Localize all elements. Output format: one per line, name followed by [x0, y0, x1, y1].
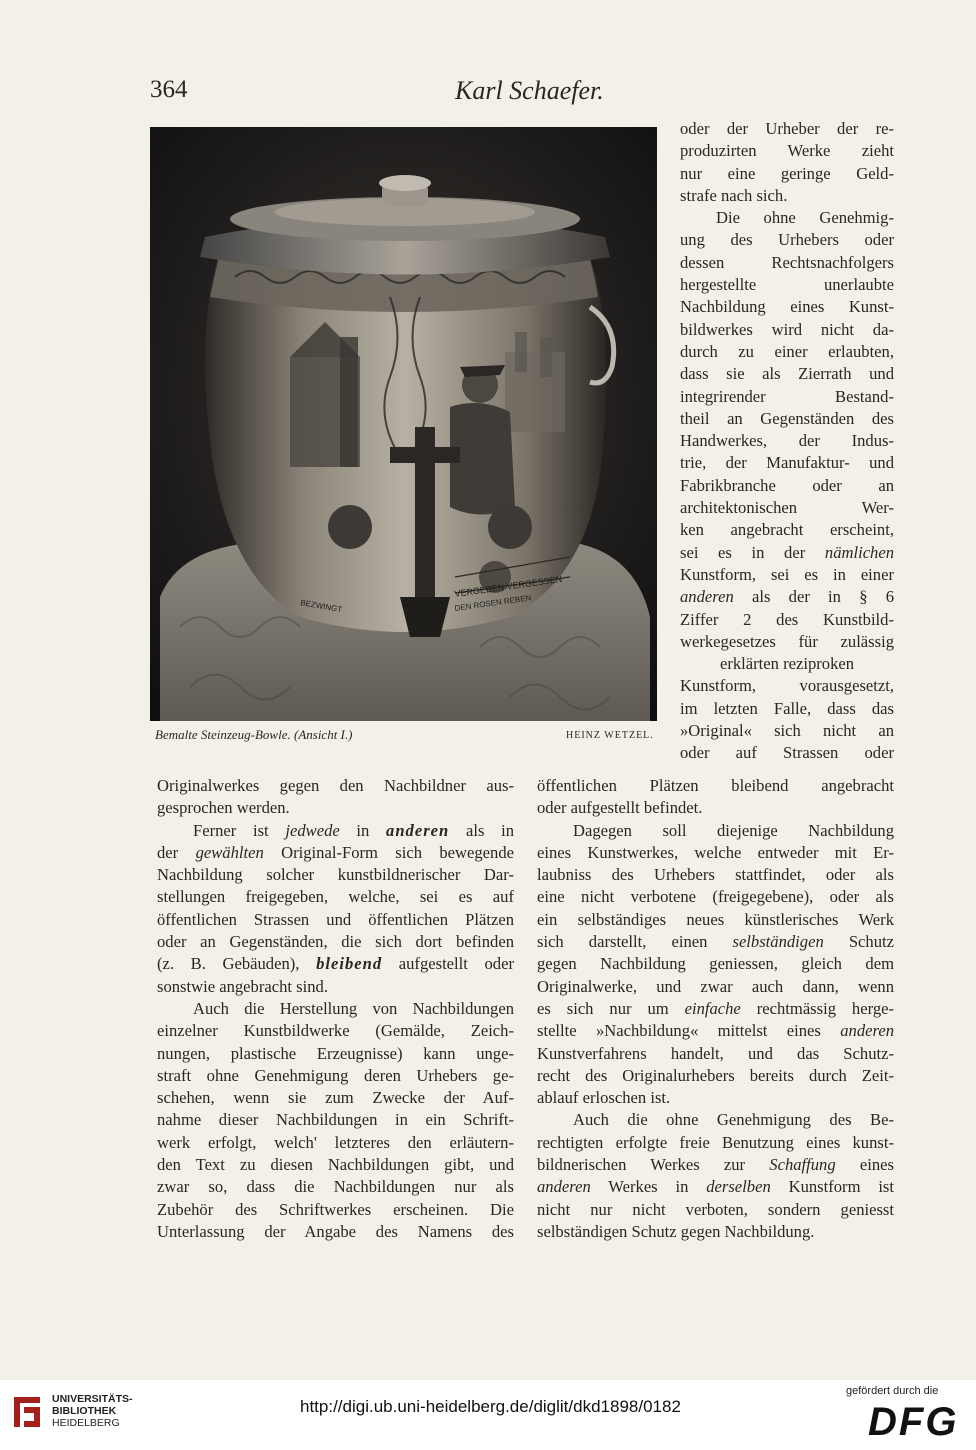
text-line: Originalwerkes gegen den Nachbildner aus- [157, 776, 514, 795]
text-line: den Text zu diesen Nachbildungen gibt, und [157, 1155, 514, 1175]
spaced-emphasis-text: bleibend [316, 954, 383, 974]
text-line: integrirender Bestand- [680, 386, 894, 406]
text-segment: stellte »Nachbildung« mittelst eines [537, 1021, 821, 1041]
text-line: Nachbildung solcher kunstbildnerischer Dar- [157, 865, 514, 885]
text-segment: Kunstform ist [788, 1177, 895, 1197]
text-line: nicht nur nicht verboten, sondern geniesst [537, 1199, 894, 1219]
right-column-bottom [537, 775, 894, 1243]
text-line: nungen, plastische Erzeugnisse) kann unge- [157, 1043, 514, 1063]
text-line: Kunstverfahrens handelt, und das Schutz- [537, 1043, 894, 1063]
text-line: werk erfolgt, welch' letzteres den erläutern- [157, 1132, 514, 1152]
emphasis-text: jedwede [285, 820, 340, 840]
text-line: produzirten Werke zieht [680, 141, 894, 161]
text-line [537, 998, 894, 1020]
dfg-logo: DFG [868, 1400, 959, 1444]
text-line: laubniss des Urhebers stattfindet, oder als [537, 865, 894, 885]
text-line: Ziffer 2 des Kunstbild- [680, 609, 894, 629]
text-line: durch zu einer erlaubten, [680, 341, 894, 361]
figure-caption: Bemalte Steinzeug-Bowle. (Ansicht I.) [155, 727, 353, 742]
bowl-inscription-2: DEN ROSEN REBEN [454, 593, 532, 613]
running-title: Karl Schaefer. [455, 76, 604, 105]
emphasis-text: einfache [684, 998, 741, 1018]
text-line: theil an Gegenständen des [680, 408, 894, 428]
text-line: Fabrikbranche oder an [680, 475, 894, 495]
text-line: stellungen freigegeben, welche, sei es auf [157, 887, 514, 907]
page-number: 364 [150, 76, 188, 103]
text-line: eine nicht verbotene (freigegebene), oder als [537, 887, 894, 907]
text-line [537, 1020, 894, 1042]
text-line: strafe nach sich. [680, 185, 788, 205]
text-line: dessen Rechtsnachfolgers [680, 252, 894, 272]
text-line: Originalwerke, und zwar auch dann, wenn [537, 976, 894, 996]
emphasis-text: anderen [840, 1021, 894, 1041]
permalink-url[interactable]: http://digi.ub.uni-heidelberg.de/diglit/dkd1898/0182 [300, 1397, 681, 1416]
text-line [157, 953, 514, 975]
text-segment: eines [859, 1155, 894, 1175]
text-line [157, 842, 514, 864]
text-segment: als in [465, 820, 514, 840]
text-line [537, 1176, 894, 1198]
figure-artist-credit: HEINZ WETZEL. [566, 730, 654, 741]
right-column-top [680, 118, 894, 765]
left-column [157, 775, 514, 1243]
text-segment: als der in § 6 [752, 587, 895, 607]
bowl-illustration [150, 127, 657, 721]
text-segment: Schutz [848, 932, 894, 952]
text-line: Nachbildung eines Kunst- [680, 297, 894, 317]
text-segment: Werkes in [608, 1177, 689, 1197]
text-line: Auch die Herstellung von Nachbildungen [193, 998, 514, 1018]
text-line: werkegesetzes für zulässig [680, 631, 894, 651]
text-line: ung des Urhebers oder [680, 230, 894, 250]
text-line: Kunstform, vorausgesetzt, [680, 676, 894, 696]
text-line: recht des Originalurhebers bereits durch Zeit- [537, 1065, 894, 1085]
text-segment: sei es in der [680, 542, 806, 562]
text-line [537, 931, 894, 953]
text-line: oder der Urheber der re- [680, 119, 894, 138]
emphasis-text: derselben [706, 1177, 771, 1197]
text-line: gesprochen werden. [157, 798, 290, 818]
text-segment: der [157, 842, 179, 862]
logo-line-1: UNIVERSITÄTS- [52, 1393, 133, 1405]
text-line: rechtigten erfolgte freie Benutzung eines kunst- [537, 1132, 894, 1152]
text-line [680, 542, 894, 564]
text-line: im letzten Falle, dass das [680, 698, 894, 718]
text-segment: Ferner ist [193, 820, 269, 840]
text-line: sonstwie angebracht sind. [157, 976, 328, 996]
text-line: Handwerkes, der Indus- [680, 431, 894, 451]
university-library-logo-text [52, 1393, 133, 1429]
text-line: »Original« sich nicht an [680, 721, 894, 741]
logo-line-3: HEIDELBERG [52, 1417, 120, 1429]
text-line: oder auf Strassen oder [680, 743, 894, 763]
text-line: oder aufgestellt befindet. [537, 798, 703, 818]
text-line: Kunstform, sei es in einer [680, 564, 894, 584]
emphasis-text: anderen [537, 1177, 591, 1197]
text-line: eines Kunstwerkes, welche entweder mit Er- [537, 842, 894, 862]
text-line: Zubehör des Schriftwerkes erscheinen. Die [157, 1199, 514, 1219]
text-line: Auch die ohne Genehmigung des Be- [573, 1110, 894, 1130]
text-line: dass sie als Zierrath und [680, 364, 894, 384]
bowl-inscription-3: BEZWINGT [299, 598, 343, 615]
university-library-logo-icon [10, 1393, 44, 1431]
text-line: trie, der Manufaktur- und [680, 453, 894, 473]
photograph-stoneware-bowl [150, 127, 657, 721]
text-line: öffentlichen Plätzen bleibend angebracht [537, 776, 894, 795]
text-line [680, 586, 894, 608]
spaced-emphasis-text: anderen [386, 820, 450, 840]
text-line: öffentlichen Strassen und öffentlichen Plätzen [157, 909, 514, 929]
emphasis-text: gewählten [195, 842, 264, 862]
text-line: zwar so, dass die Nachbildungen nur als [157, 1177, 514, 1197]
text-line: Unterlassung der Angabe des Namens des [157, 1221, 514, 1241]
logo-line-2: BIBLIOTHEK [52, 1405, 117, 1417]
text-line: Dagegen soll diejenige Nachbildung [573, 820, 894, 840]
funded-by-label: gefördert durch die [846, 1385, 939, 1397]
text-line: selbständigen Schutz gegen Nachbildung. [537, 1221, 815, 1241]
text-line: gegen Nachbildung geniessen, gleich dem [537, 954, 894, 974]
text-line: ein selbständiges neues künstlerisches Werk [537, 909, 894, 929]
text-line: nahme dieser Nachbildungen in ein Schrift- [157, 1110, 514, 1130]
text-segment: aufgestellt oder [398, 954, 514, 974]
text-line: Die ohne Genehmig- [716, 208, 894, 228]
emphasis-text: Schaffung [769, 1155, 836, 1175]
text-segment: es sich nur um [537, 998, 669, 1018]
emphasis-text: nämlichen [824, 542, 895, 562]
text-line [157, 820, 514, 842]
text-line: erklärten reziproken [719, 654, 855, 674]
text-line: bildwerkes wird nicht da- [680, 319, 894, 339]
text-line: ken angebracht erscheint, [680, 520, 894, 540]
text-segment: (z. B. Gebäuden), [157, 954, 300, 974]
text-line: schehen, wenn sie zum Zwecke der Auf- [157, 1088, 514, 1108]
text-line: architektonischen Wer- [680, 498, 894, 518]
text-line: oder an Gegenständen, die sich dort befinden [157, 932, 514, 952]
text-line: hergestellte unerlaubte [680, 275, 894, 295]
text-segment: bildnerischen Werkes zur [537, 1155, 746, 1175]
text-line: einzelner Kunstbildwerke (Gemälde, Zeich- [157, 1021, 514, 1041]
text-segment: rechtmässig herge- [756, 998, 895, 1018]
text-segment: Original-Form sich bewegende [281, 842, 514, 862]
text-line: nur eine geringe Geld- [680, 163, 894, 183]
text-line [537, 1154, 894, 1176]
emphasis-text: selbständigen [732, 932, 824, 952]
text-segment: sich darstellt, einen [537, 932, 708, 952]
text-line: ablauf erloschen ist. [537, 1088, 671, 1108]
bowl-inscription-1: VERGEBEN VERGESSEN [453, 573, 563, 599]
text-line: straft ohne Genehmigung deren Urhebers ge- [157, 1065, 514, 1085]
emphasis-text: anderen [680, 587, 734, 607]
text-segment: in [356, 820, 370, 840]
